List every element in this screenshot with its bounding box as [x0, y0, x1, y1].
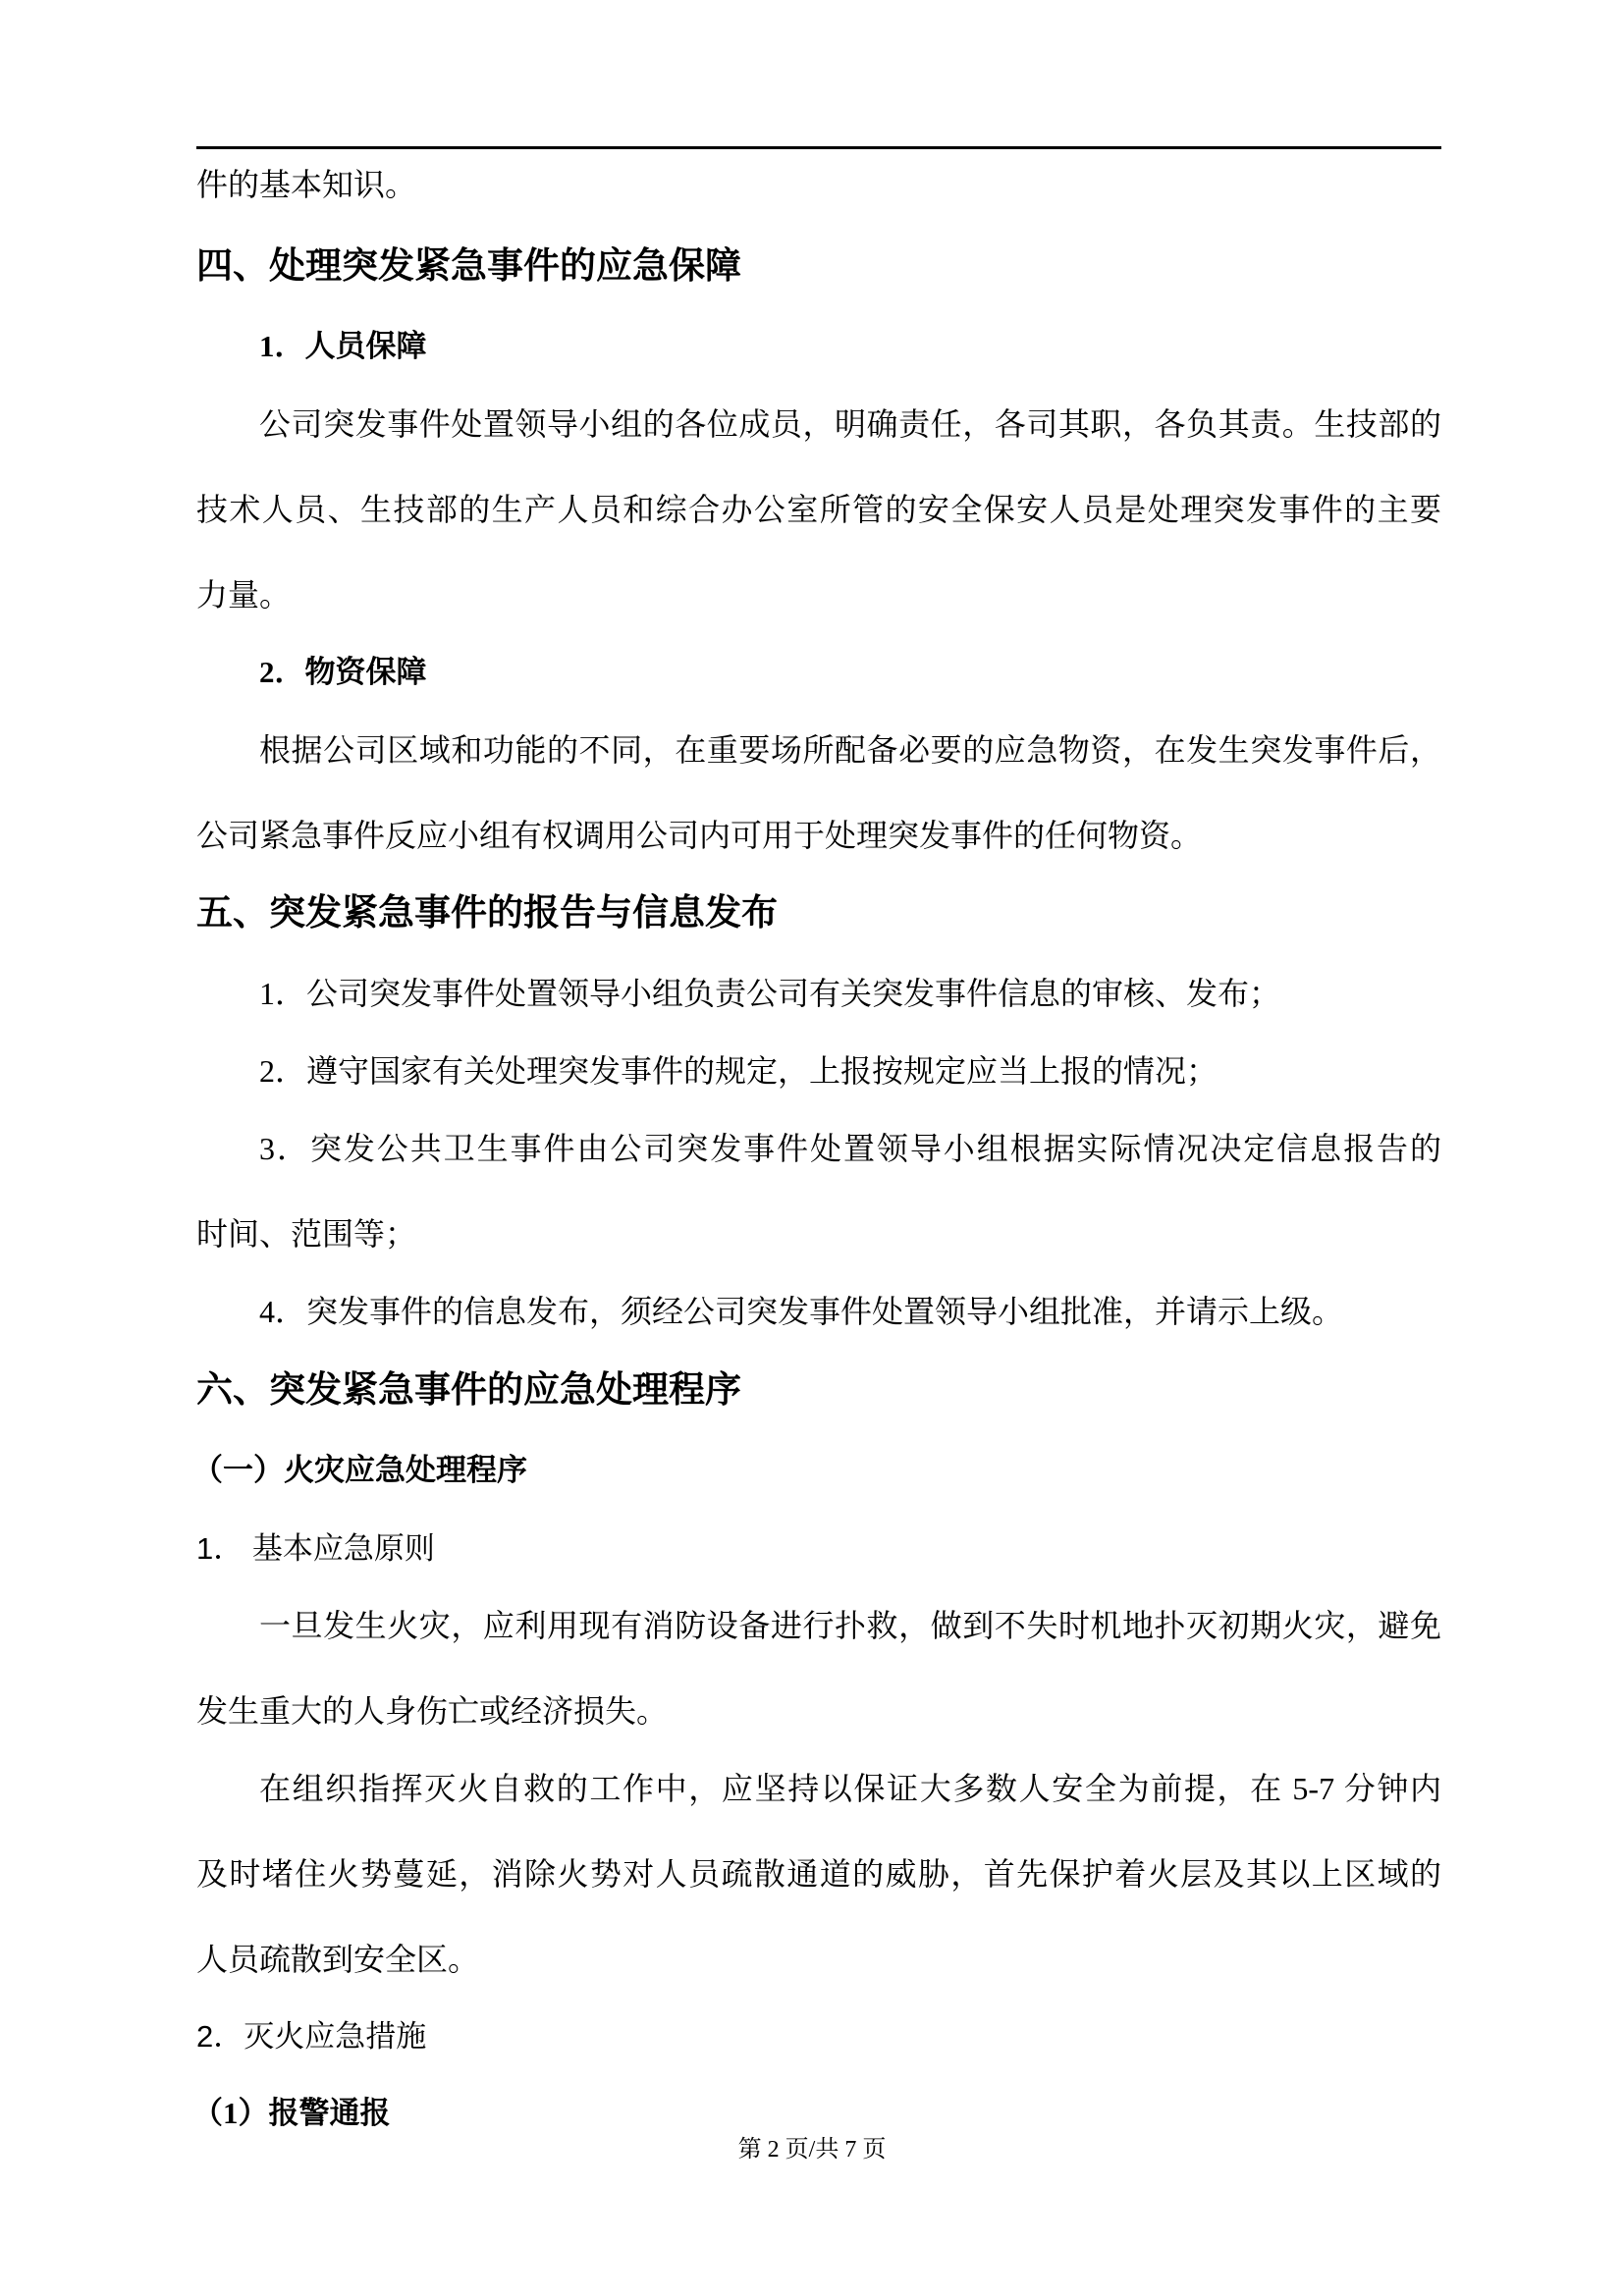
paragraph-line: 技术人员、生技部的生产人员和综合办公室所管的安全保安人员是处理突发事件的主要 — [196, 492, 1441, 527]
section6-heading: 六、突发紧急事件的应急处理程序 — [196, 1369, 741, 1410]
section4-sub2-heading: 2．物资保障 — [259, 655, 427, 689]
paragraph-line: 人员疏散到安全区。 — [196, 1942, 480, 1977]
paragraph-line: 公司突发事件处置领导小组的各位成员，明确责任，各司其职，各负其责。生技部的 — [259, 406, 1441, 442]
paragraph-line: 及时堵住火势蔓延，消除火势对人员疏散通道的威胁，首先保护着火层及其以上区域的 — [196, 1856, 1441, 1892]
paragraph-line: 发生重大的人身伤亡或经济损失。 — [196, 1693, 669, 1729]
section4-heading: 四、处理突发紧急事件的应急保障 — [196, 245, 741, 286]
list-item: 4．突发事件的信息发布，须经公司突发事件处置领导小组批准，并请示上级。 — [259, 1294, 1344, 1329]
list-item-continuation: 时间、范围等； — [196, 1216, 417, 1252]
list-item: 1．公司突发事件处置领导小组负责公司有关突发事件信息的审核、发布； — [259, 976, 1281, 1011]
section4-sub1-heading: 1．人员保障 — [259, 329, 427, 363]
section6-item1-heading: （1）报警通报 — [192, 2096, 391, 2130]
paragraph-line: 在组织指挥灭火自救的工作中，应坚持以保证大多数人安全为前提，在 5-7 分钟内 — [259, 1771, 1441, 1806]
paragraph-line: 根据公司区域和功能的不同，在重要场所配备必要的应急物资，在发生突发事件后， — [259, 732, 1441, 768]
continuation-text: 件的基本知识。 — [196, 167, 417, 202]
list-item: 3．突发公共卫生事件由公司突发事件处置领导小组根据实际情况决定信息报告的 — [259, 1131, 1441, 1166]
section6-part1-sub2-heading: 2．灭火应急措施 — [196, 2019, 427, 2054]
paragraph-line: 一旦发生火灾，应利用现有消防设备进行扑救，做到不失时机地扑灭初期火灾，避免 — [259, 1608, 1441, 1643]
list-item: 2．遵守国家有关处理突发事件的规定，上报按规定应当上报的情况； — [259, 1053, 1218, 1089]
header-rule — [196, 146, 1441, 149]
paragraph-line: 力量。 — [196, 577, 292, 613]
section5-heading: 五、突发紧急事件的报告与信息发布 — [196, 892, 778, 933]
page-number-footer: 第 2 页/共 7 页 — [737, 2137, 887, 2163]
section6-part1-heading: （一）火灾应急处理程序 — [192, 1453, 527, 1487]
section6-part1-sub1-heading: 1． 基本应急原则 — [196, 1531, 435, 1566]
paragraph-line: 公司紧急事件反应小组有权调用公司内可用于处理突发事件的任何物资。 — [196, 818, 1203, 853]
